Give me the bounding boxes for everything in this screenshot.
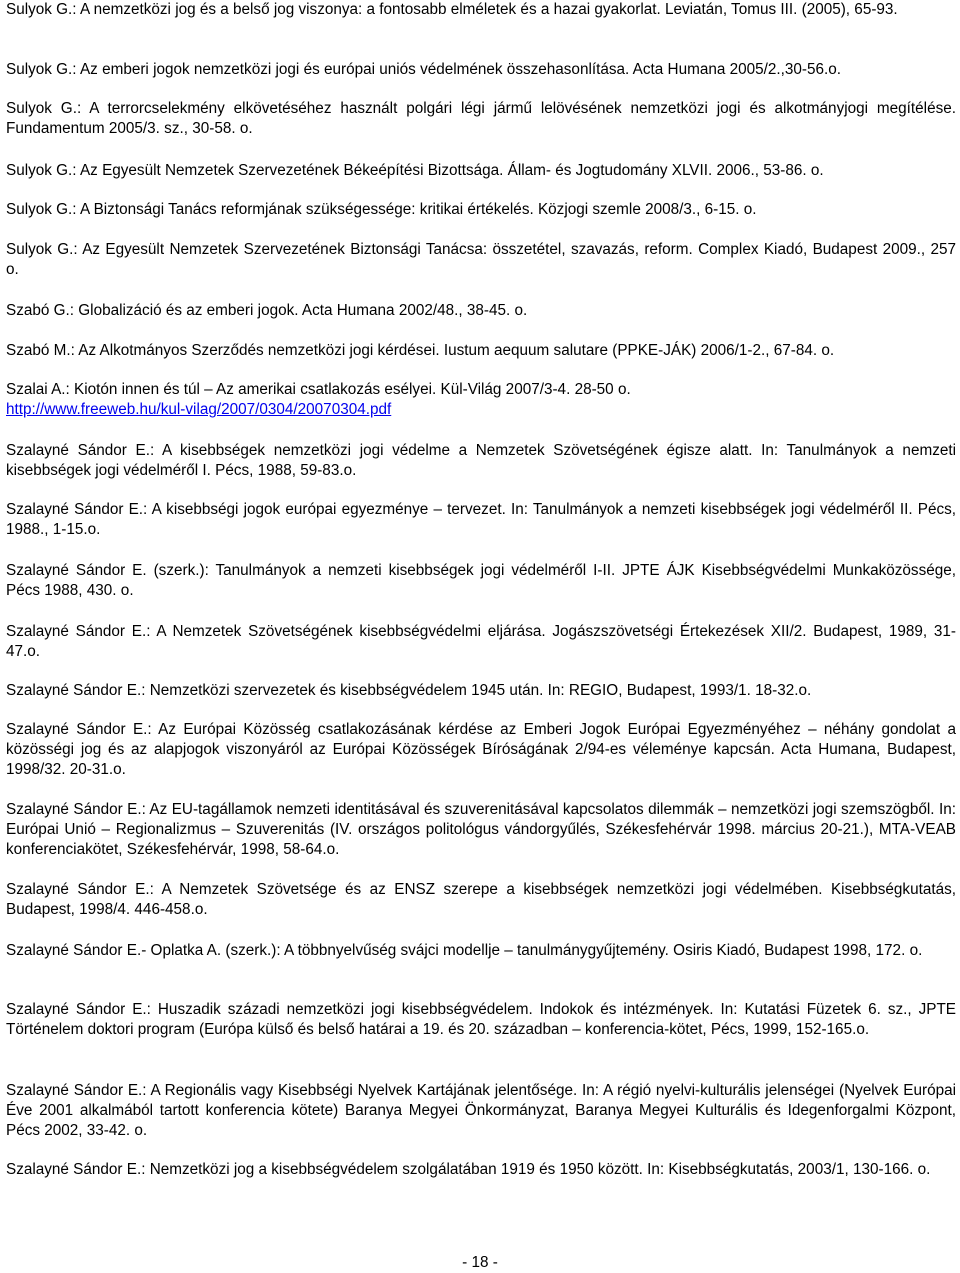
reference-entry: Szalayné Sándor E.- Oplatka A. (szerk.): A többnyelvűség svájci modellje – tanulmánygyűjtemény. Osiris Kiadó, Budapest 1998, 172. o.	[6, 942, 923, 959]
reference-entry: Szalayné Sándor E.: Nemzetközi jog a kisebbségvédelem szolgálatában 1919 és 1950 között. In: Kisebbségkutatás, 2003/1, 130-166. o.	[6, 1161, 931, 1178]
reference-entry: Szalayné Sándor E.: Huszadik századi nemzetközi jogi kisebbségvédelem. Indokok és intézmények. In: Kutatási Füzetek 6. sz., JPTE Történelem doktori program (Európa külső és belső határai a 19. és 20. században – konferencia-kötet, Pécs, 1999, 152-165.o.	[6, 1001, 956, 1039]
reference-entry: Szalayné Sándor E.: A kisebbségek nemzetközi jogi védelme a Nemzetek Szövetségének égisze alatt. In: Tanulmányok a nemzeti kisebbségek jogi védelméről I. Pécs, 1988, 59-83.o.	[6, 442, 956, 480]
page-number: - 18 -	[462, 1254, 498, 1271]
reference-link[interactable]: http://www.freeweb.hu/kul-vilag/2007/0304/20070304.pdf	[6, 401, 392, 419]
reference-entry: Sulyok G.: Az Egyesült Nemzetek Szervezetének Békeépítési Bizottsága. Állam- és Jogtudomány XLVII. 2006., 53-86. o.	[6, 162, 824, 179]
reference-entry: Szabó G.: Globalizáció és az emberi jogok. Acta Humana 2002/48., 38-45. o.	[6, 302, 528, 319]
reference-entry: Sulyok G.: A terrorcselekmény elkövetéséhez használt polgári légi jármű lelövésének nemzetközi jogi és alkotmányjogi megítélése. Fundamentum 2005/3. sz., 30-58. o.	[6, 100, 956, 138]
reference-entry: Szalayné Sándor E.: Nemzetközi szervezetek és kisebbségvédelem 1945 után. In: REGIO, Budapest, 1993/1. 18-32.o.	[6, 682, 812, 699]
reference-link-line	[6, 400, 956, 420]
reference-entry: Szalayné Sándor E.: A Nemzetek Szövetségének kisebbségvédelmi eljárása. Jogászszövetségi Értekezések XII/2. Budapest, 1989, 31-47.o.	[6, 623, 956, 661]
reference-entry: Szalayné Sándor E.: Az EU-tagállamok nemzeti identitásával és szuverenitásával kapcsolatos dilemmák – nemzetközi jogi szemszögből. In: Európai Unió – Regionalizmus – Szuverenitás (IV. országos politológus vándorgyűlés, Székesfehérvár 1998. március 20-21.), MTA-VEAB konferenciakötet, Székesfehérvár, 1998, 58-64.o.	[6, 801, 956, 859]
reference-entry: Sulyok G.: Az emberi jogok nemzetközi jogi és európai uniós védelmének összehasonlítása. Acta Humana 2005/2.,30-56.o.	[6, 61, 842, 78]
reference-entry: Sulyok G.: Az Egyesült Nemzetek Szervezetének Biztonsági Tanácsa: összetétel, szavazás, reform. Complex Kiadó, Budapest 2009., 257 o.	[6, 241, 956, 279]
reference-entry: Szalayné Sándor E. (szerk.): Tanulmányok a nemzeti kisebbségek jogi védelméről I-II. JPTE ÁJK Kisebbségvédelmi Munkaközössége, Pécs 1988, 430. o.	[6, 562, 956, 600]
reference-entry: Szalayné Sándor E.: A kisebbségi jogok európai egyezménye – tervezet. In: Tanulmányok a nemzeti kisebbségek jogi védelméről II. Pécs, 1988., 1-15.o.	[6, 501, 956, 539]
reference-entry: Szalayné Sándor E.: Az Európai Közösség csatlakozásának kérdése az Emberi Jogok Európai Egyezményéhez – néhány gondolat a közösségi jog és az alapjogok viszonyáról az Európai Közösségek Bíróságának 2/94-es véleménye kapcsán. Acta Humana, Budapest, 1998/32. 20-31.o.	[6, 721, 956, 779]
reference-entry: Szalayné Sándor E.: A Regionális vagy Kisebbségi Nyelvek Kartájának jelentősége. In: A régió nyelvi-kulturális jelenségei (Nyelvek Európai Éve 2001 alkalmából tartott konferencia kötete) Baranya Megyei Önkormányzat, Baranya Megyei Kulturális és Idegenforgalmi Központ, Pécs 2002, 33-42. o.	[6, 1082, 956, 1140]
reference-entry: Szabó M.: Az Alkotmányos Szerződés nemzetközi jogi kérdései. Iustum aequum salutare (PPKE-JÁK) 2006/1-2., 67-84. o.	[6, 342, 835, 359]
reference-entry: Sulyok G.: A nemzetközi jog és a belső jog viszonya: a fontosabb elméletek és a hazai gyakorlat. Leviatán, Tomus III. (2005), 65-93.	[6, 1, 898, 18]
reference-entry-with-link	[6, 380, 956, 420]
reference-entry: Sulyok G.: A Biztonsági Tanács reformjának szükségessége: kritikai értékelés. Közjogi szemle 2008/3., 6-15. o.	[6, 201, 757, 218]
reference-entry: Szalayné Sándor E.: A Nemzetek Szövetsége és az ENSZ szerepe a kisebbségek nemzetközi jogi védelmében. Kisebbségkutatás, Budapest, 1998/4. 446-458.o.	[6, 881, 956, 919]
reference-text: Szalai A.: Kiotón innen és túl – Az amerikai csatlakozás esélyei. Kül-Világ 2007/3-4. 28-50 o.	[6, 381, 631, 398]
